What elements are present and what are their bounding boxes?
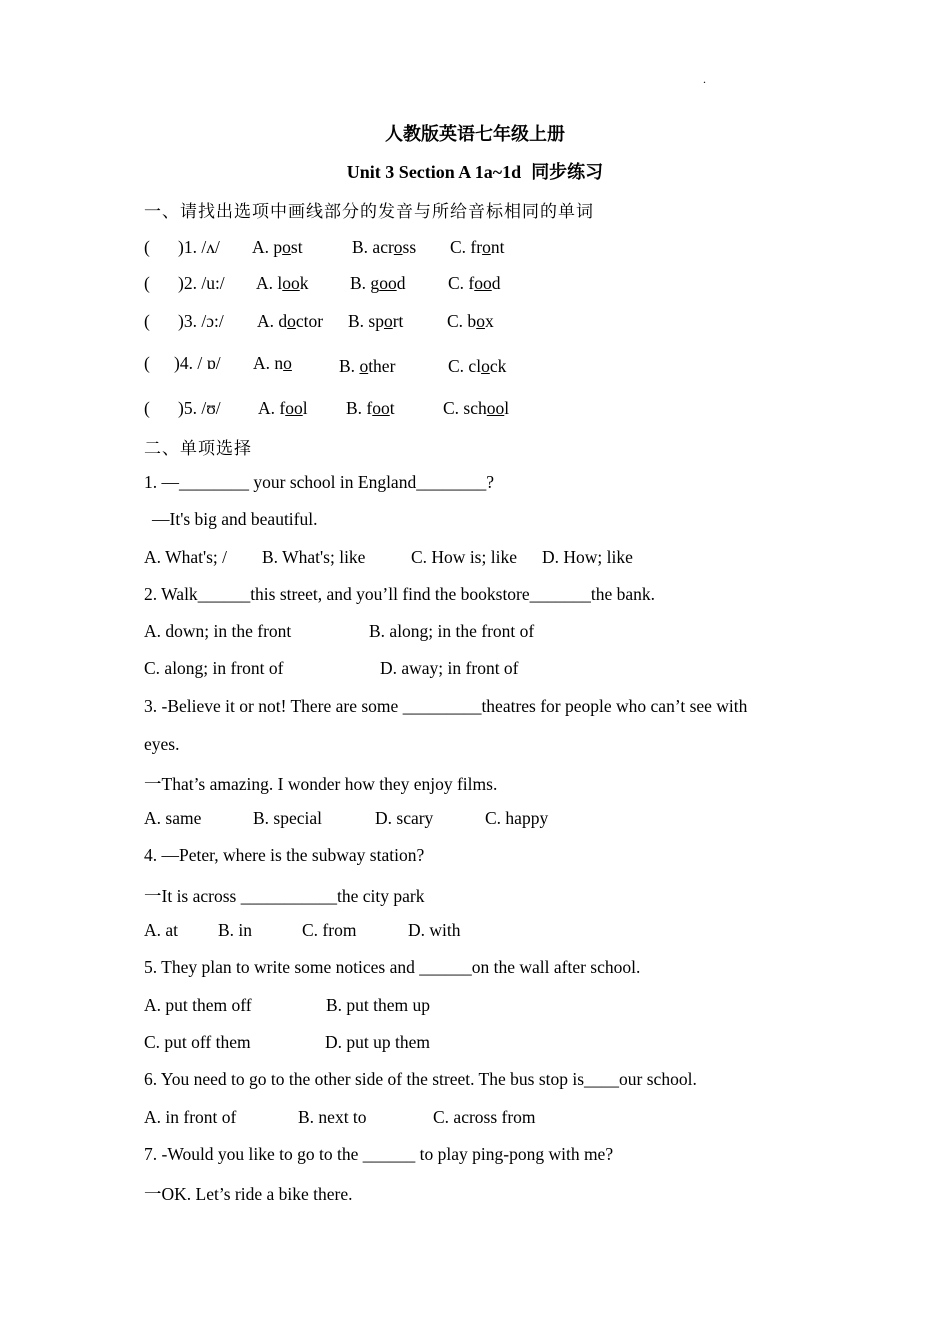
option-b: B. other (339, 356, 396, 376)
answer-paren: ( (144, 273, 150, 293)
subtitle-en: Unit 3 Section A 1a~1d (346, 162, 522, 182)
option-a: A. at (144, 920, 179, 940)
option-a: A. put them off (144, 995, 252, 1015)
question-5: 5. They plan to write some notices and ______on the wall after school. (144, 957, 641, 977)
option-d: D. put up them (325, 1032, 430, 1052)
question-6: 6. You need to go to the other side of the street. The bus stop is____our school. (144, 1069, 697, 1089)
page-title: 人教版英语七年级上册 (385, 124, 565, 145)
item-number: )2. /u:/ (178, 273, 225, 293)
option-a: A. doctor (257, 311, 324, 331)
option-c: C. box (447, 311, 494, 331)
item-number: )5. /ʊ/ (178, 398, 221, 418)
page-subtitle (0, 158, 950, 184)
option-c: C. put off them (144, 1032, 251, 1052)
option-c: C. clock (448, 356, 507, 376)
question-4: 4. —Peter, where is the subway station? (144, 845, 425, 865)
option-d: D. away; in front of (380, 658, 519, 678)
option-d: D. How; like (542, 547, 633, 567)
option-b: B. foot (346, 398, 395, 418)
option-a: A. post (252, 237, 303, 257)
option-c: C. happy (485, 808, 549, 828)
answer-paren: ( (144, 398, 150, 418)
option-c: C. school (443, 398, 510, 418)
part2-heading: 二、单项选择 (144, 439, 252, 459)
option-b: B. along; in the front of (369, 621, 535, 641)
option-a: A. no (253, 353, 292, 373)
option-b: B. sport (348, 311, 404, 331)
question-7: 7. -Would you like to go to the ______ to play ping-pong with me? (144, 1144, 614, 1164)
option-a: A. same (144, 808, 202, 828)
item-number: )1. /ʌ/ (178, 237, 220, 257)
option-a: A. fool (258, 398, 308, 418)
option-b: B. in (218, 920, 253, 940)
header-mark: . (703, 72, 706, 86)
option-b: B. What's; like (262, 547, 366, 567)
option-d: D. scary (375, 808, 434, 828)
question-7-answer: 一OK. Let’s ride a bike there. (144, 1184, 353, 1204)
answer-paren: ( (144, 353, 150, 373)
question-3-continued: eyes. (144, 734, 180, 754)
answer-paren: ( (144, 237, 150, 257)
option-a: A. look (256, 273, 309, 293)
option-c: C. How is; like (411, 547, 517, 567)
option-b: B. special (253, 808, 323, 828)
option-a: A. down; in the front (144, 621, 292, 641)
option-c: C. along; in front of (144, 658, 284, 678)
question-2: 2. Walk______this street, and you’ll find the bookstore_______the bank. (144, 584, 656, 604)
question-3: 3. -Believe it or not! There are some _________theatres for people who can’t see with (144, 696, 748, 716)
item-number: )4. / ɒ/ (174, 353, 221, 373)
option-c: C. from (302, 920, 357, 940)
question-1-answer: —It's big and beautiful. (152, 509, 318, 529)
part1-heading: 一、请找出选项中画线部分的发音与所给音标相同的单词 (144, 202, 594, 222)
question-4-answer: 一It is across ___________the city park (144, 886, 425, 906)
option-b: B. across (352, 237, 417, 257)
option-b: B. put them up (326, 995, 431, 1015)
option-c: C. food (448, 273, 501, 293)
answer-paren: ( (144, 311, 150, 331)
item-number: )3. /ɔ:/ (178, 311, 224, 331)
option-b: B. next to (298, 1107, 367, 1127)
option-a: A. in front of (144, 1107, 237, 1127)
subtitle-cn: 同步练习 (531, 162, 604, 183)
option-c: C. front (450, 237, 505, 257)
option-a: A. What's; / (144, 547, 228, 567)
option-b: B. good (350, 273, 406, 293)
question-1: 1. —________ your school in England________? (144, 472, 494, 492)
question-3-answer: 一That’s amazing. I wonder how they enjoy films. (144, 774, 498, 794)
option-c: C. across from (433, 1107, 536, 1127)
option-d: D. with (408, 920, 461, 940)
